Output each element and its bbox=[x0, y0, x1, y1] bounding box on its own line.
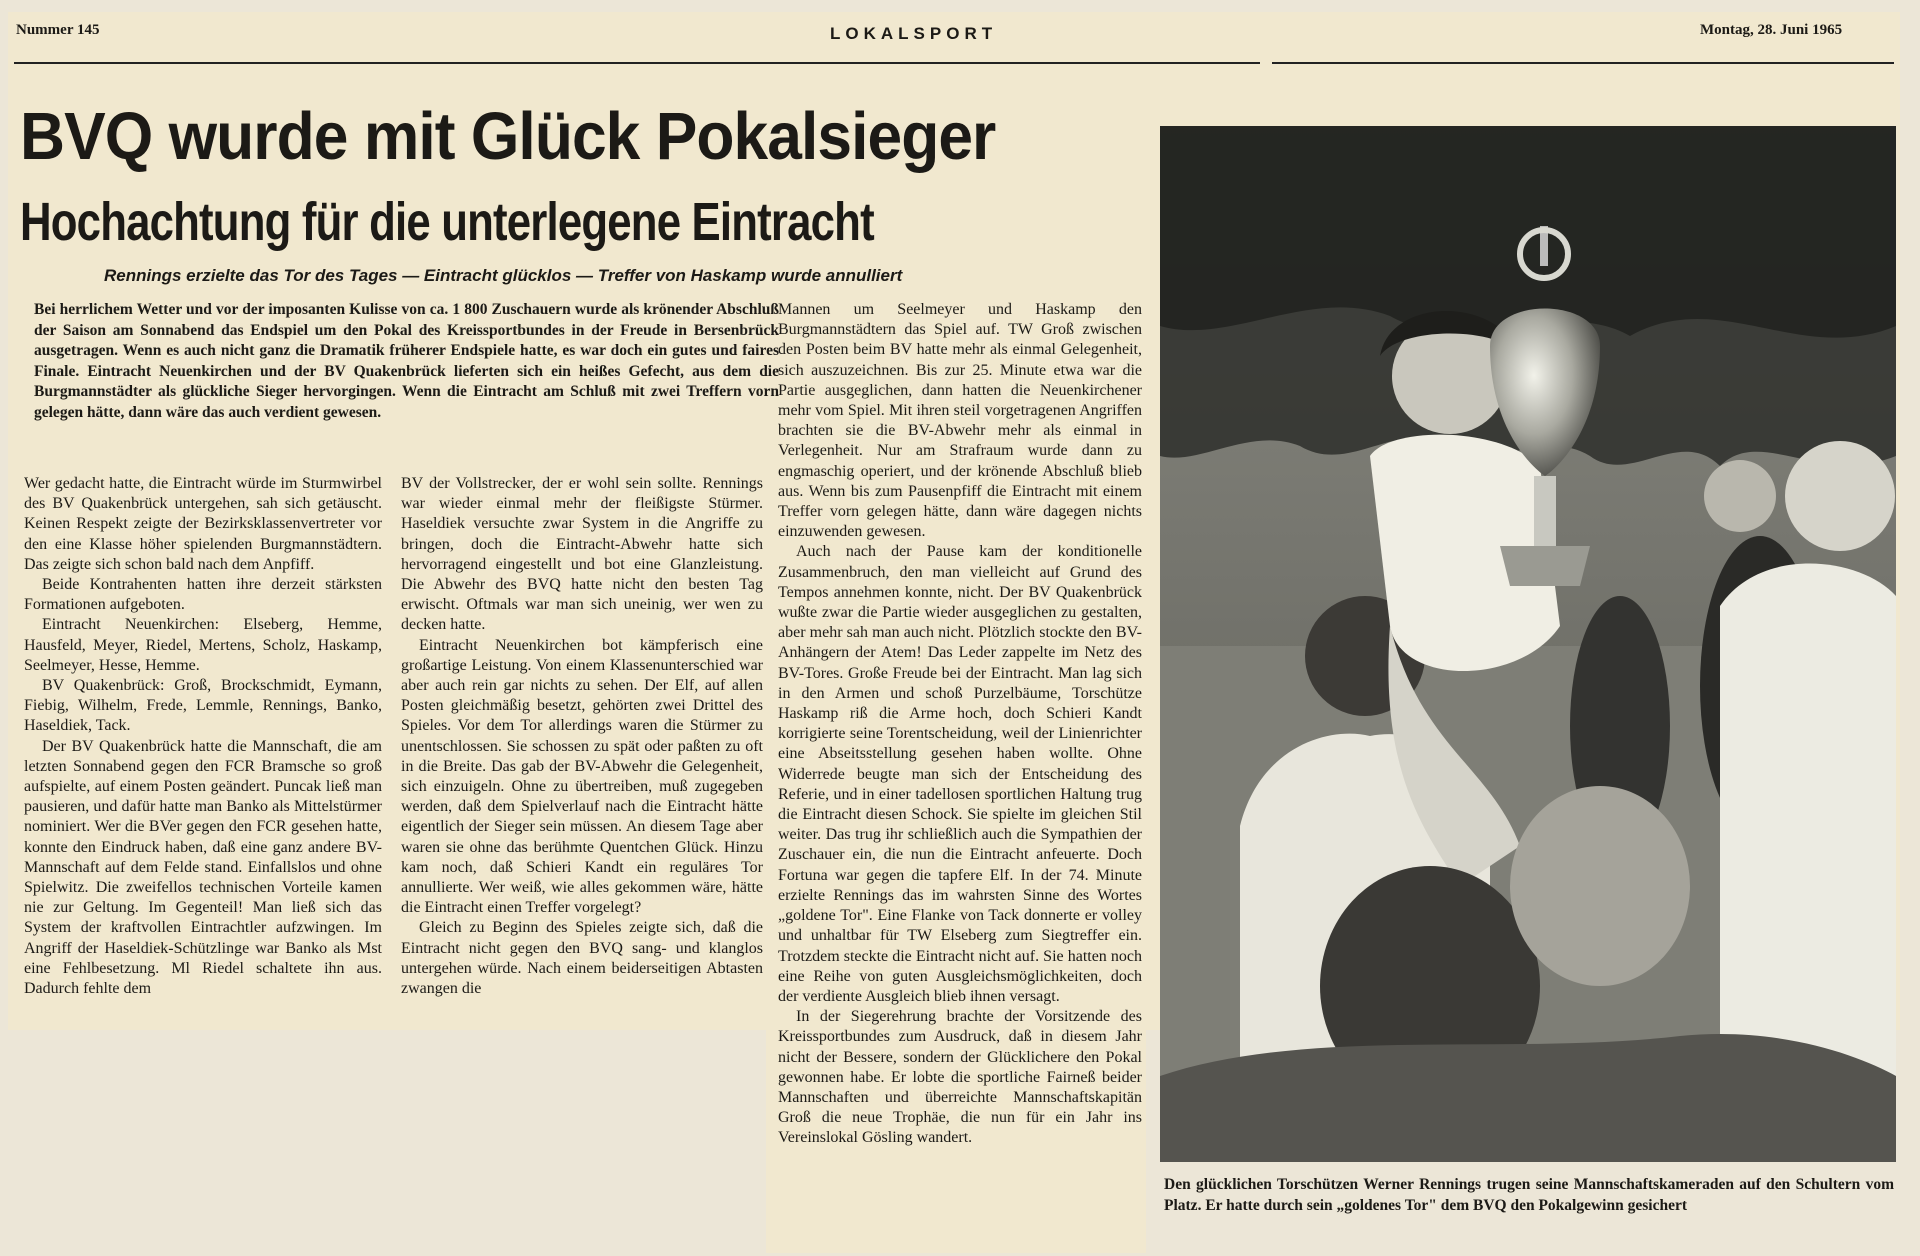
column-paragraph: BV Quakenbrück: Groß, Brockschmidt, Eymann, Fiebig, Wilhelm, Frede, Lemmle, Rennings, Banko, Haseldiek, Tack. bbox=[24, 677, 382, 735]
deck: Rennings erzielte das Tor des Tages — Eintracht glücklos — Treffer von Haskamp wurde annulliert bbox=[104, 266, 903, 285]
column-2 bbox=[401, 474, 763, 999]
issue-number: Nummer 145 bbox=[16, 22, 100, 38]
column-paragraph: Auch nach der Pause kam der konditionelle Zusammenbruch, den man vielleicht auf Grund des Tempos annehmen konnte, nicht. Der BV Quakenbrück wußte zwar die Partie wieder ausgeglichen zu gestalten, aber mehr sah man auch nicht. Plötzlich stockte den BV-Anhängern der Atem! Das Leder zappelte im Netz des BV-Tores. Große Freude bei der Eintracht. Man lag sich in den Armen und schoß Purzelbäume, Torschütze Haskamp riß die Arme hoch, doch Schieri Kandt korrigierte seine Torentscheidung, weil der Linienrichter eine Abseitsstellung gesehen haben wollte. Ohne Widerrede beugte man sich der Entscheidung des Referie, und in einer tadellosen sportlichen Haltung trug die Eintracht diesen Schock. Sie spielte im gleichen Stil weiter. Das trug ihr schließlich auch die Sympathien der Zuschauer ein, die nun die Eintracht anfeuerte. Doch Fortuna war gegen die tapfere Elf. In der 74. Minute erzielte Rennings das im wahrsten Sinne des Wortes „goldene Tor". Eine Flanke von Tack donnerte er volley und unhaltbar für TW Elseberg zum Siegtreffer ein. Trotzdem steckte die Eintracht nicht auf. Sie hatten noch eine Reihe von guten Ausgleichsmöglichkeiten, doch der verdiente Ausgleich blieb ihnen versagt. bbox=[778, 543, 1142, 1005]
section-title: LOKALSPORT bbox=[830, 24, 998, 43]
issue-date: Montag, 28. Juni 1965 bbox=[1700, 22, 1843, 38]
column-paragraph: In der Siegerehrung brachte der Vorsitzende des Kreissportbundes zum Ausdruck, daß in diesem Jahr nicht der Bessere, sondern der Glücklichere den Pokal gewonnen habe. Er lobte die sportliche Fairneß beider Mannschaften und überreichte Mannschaftskapitän Groß die neue Trophäe, die nun für ein Jahr ins Vereinslokal Gösling wandert. bbox=[778, 1008, 1142, 1147]
column-paragraph: Eintracht Neuenkirchen bot kämpferisch eine großartige Leistung. Von einem Klassenunterschied war aber auch rein gar nichts zu sehen. Der Elf, auf allen Posten gleichmäßig besetzt, gehörten zwei Drittel des Spieles. Vor dem Tor allerdings waren die Stürmer zu unentschlossen. Sie schossen zu spät oder paßten zu oft in die Breite. Das gab der BV-Abwehr die Gelegenheit, sich einzuigeln. Ohne zu übertreiben, muß zugegeben werden, daß dem Spielverlauf nach die Eintracht hätte eigentlich der Sieger sein müssen. An diesem Tage aber waren sie ohne das berühmte Quentchen Glück. Hinzu kam noch, daß Schieri Kandt ein reguläres Tor annullierte. Wer weiß, wie alles gekommen wäre, hätte die Eintracht einen Treffer vorgelegt? bbox=[401, 636, 763, 917]
photo-caption: Den glücklichen Torschützen Werner Rennings trugen seine Mannschaftskameraden auf den Schultern vom Platz. Er hatte durch sein „goldenes Tor" dem BVQ den Pokalgewinn gesichert bbox=[1164, 1176, 1894, 1214]
column-paragraph: Beide Kontrahenten hatten ihre derzeit stärksten Formationen aufgeboten. bbox=[24, 576, 382, 614]
trophy-celebration-photo bbox=[1160, 126, 1896, 1162]
photo-illustration bbox=[1160, 126, 1896, 1162]
column-3 bbox=[778, 300, 1142, 1149]
column-paragraph: BV der Vollstrecker, der er wohl sein sollte. Rennings war wieder einmal mehr der fleißigste Stürmer. Haseldiek versuchte zwar System in die Angriffe zu bringen, doch die Eintracht-Abwehr hatte sich hervorragend eingestellt und bot eine Glanzleistung. Die Abwehr des BVQ hatte nicht den besten Tag erwischt. Oftmals war man sich uneinig, wer wen zu decken hatte. bbox=[401, 475, 763, 634]
subheadline: Hochachtung für die unterlegene Eintracht bbox=[20, 192, 874, 252]
column-paragraph: Gleich zu Beginn des Spieles zeigte sich, daß die Eintracht nicht gegen den BVQ sang- und klanglos untergehen würde. Nach einem beiderseitigen Abtasten zwangen die bbox=[401, 919, 763, 998]
intro-paragraph: Bei herrlichem Wetter und vor der imposanten Kulisse von ca. 1 800 Zuschauern wurde als krönender Abschluß der Saison am Sonnabend das Endspiel um den Pokal des Kreissportbundes in der Freude in Bersenbrück ausgetragen. Wenn es auch nicht ganz die Dramatik früherer Endspiele hatte, es war doch ein gutes und faires Finale. Eintracht Neuenkirchen und der BV Quakenbrück lieferten sich ein heißes Gefecht, aus dem die Burgmannstädter als glückliche Sieger hervorgingen. Wenn die Eintracht am Schluß mit zwei Treffern vorn gelegen hätte, dann wäre das auch verdient gewesen. bbox=[34, 301, 779, 421]
masthead-rule-left bbox=[14, 62, 1260, 64]
column-paragraph: Der BV Quakenbrück hatte die Mannschaft, die am letzten Sonnabend gegen den FCR Bramsche so groß aufspielte, auf einem Posten geändert. Puncak ließ man pausieren, und dafür hatte man Banko als Mittelstürmer nominiert. Wer die BVer gegen den FCR gesehen hatte, konnte den Eindruck haben, daß eine ganz andere BV-Mannschaft auf dem Felde stand. Einfallslos und ohne Spielwitz. Die zweifellos technischen Vorteile kamen nie zur Geltung. Im Gegenteil! Man ließ sich das System der kraftvollen Eintrachtler aufzwingen. Im Angriff der Haseldiek-Schützlinge war Banko als Mst eine Fehlbesetzung. Ml Riedel schaltete ihn aus. Dadurch fehlte dem bbox=[24, 737, 382, 998]
masthead-rule-right bbox=[1272, 62, 1894, 64]
column-paragraph: Mannen um Seelmeyer und Haskamp den Burgmannstädtern das Spiel auf. TW Groß zwischen den Posten beim BV hatte mehr als einmal Gelegenheit, sich auszuzeichnen. Bis zur 25. Minute etwa war die Partie ausgeglichen, dann hatten die Neuenkirchener mehr vom Spiel. Mit ihren steil vorgetragenen Angriffen brachten sie die BV-Abwehr mehr als einmal in Verlegenheit. Nur am Strafraum wurde dann zu engmaschig operiert, und der krönende Abschluß blieb aus. Wenn bis zum Pausenpfiff die Eintracht mit einem Treffer vorn gelegen hätte, dann wäre dagegen nichts einzuwenden gewesen. bbox=[778, 301, 1142, 541]
headline: BVQ wurde mit Glück Pokalsieger bbox=[20, 99, 996, 174]
column-paragraph: Eintracht Neuenkirchen: Elseberg, Hemme, Hausfeld, Meyer, Riedel, Mertens, Scholz, Haskamp, Seelmeyer, Hesse, Hemme. bbox=[24, 616, 382, 674]
column-paragraph: Wer gedacht hatte, die Eintracht würde im Sturmwirbel des BV Quakenbrück untergehen, sah sich getäuscht. Keinen Respekt zeigte der Bezirksklassenvertreter vor den eine Klasse höher spielenden Burgmannstädtern. Das zeigte sich schon bald nach dem Anpfiff. bbox=[24, 475, 382, 573]
column-1 bbox=[24, 474, 382, 999]
